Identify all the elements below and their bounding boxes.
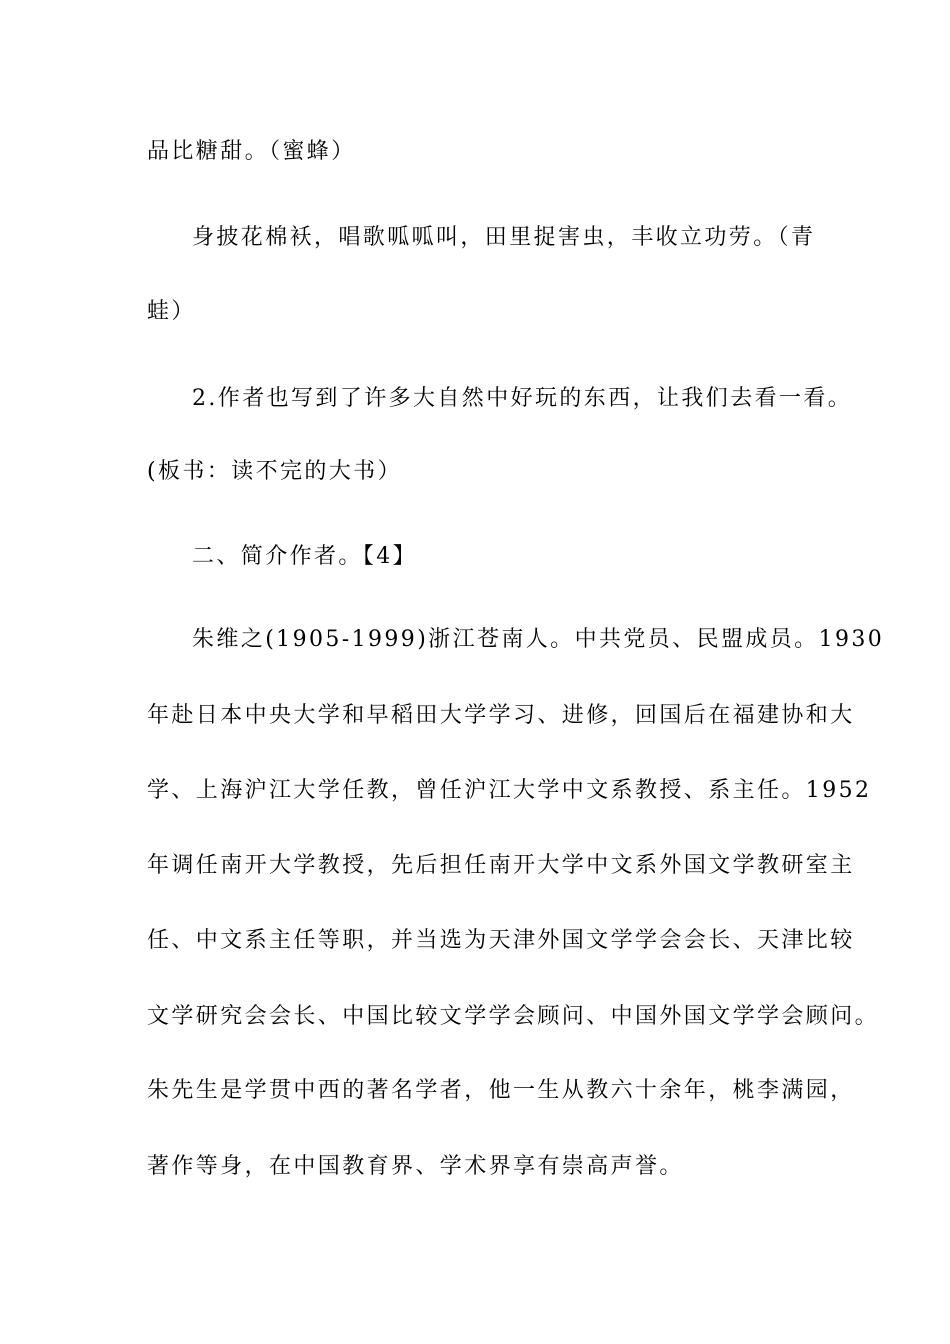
author-bio-line: 文学研究会会长、中国比较文学学会顾问、中国外国文学学会顾问。 xyxy=(147,1004,880,1029)
author-bio-line: 年赴日本中央大学和早稻田大学学习、进修，回国后在福建协和大 xyxy=(147,703,855,728)
board-note-line: (板书：读不完的大书） xyxy=(147,459,402,484)
text-line: 蛙） xyxy=(147,299,196,324)
section-heading: 二、简介作者。【4】 xyxy=(192,544,417,569)
author-bio-line: 年调任南开大学教授，先后担任南开大学中文系外国文学教研室主 xyxy=(147,853,855,878)
author-bio-line: 任、中文系主任等职，并当选为天津外国文学学会会长、天津比较 xyxy=(147,928,855,953)
text-line: 品比糖甜。（蜜蜂） xyxy=(147,139,356,164)
author-bio-line: 朱先生是学贯中西的著名学者，他一生从教六十余年，桃李满园， xyxy=(147,1078,855,1103)
question-line: 2.作者也写到了许多大自然中好玩的东西，让我们去看一看。 xyxy=(192,386,853,411)
author-bio-line: 朱维之(1905-1999)浙江苍南人。中共党员、民盟成员。1930 xyxy=(192,627,885,652)
author-bio-line: 著作等身，在中国教育界、学术界享有崇高声誉。 xyxy=(147,1154,684,1179)
author-bio-line: 学、上海沪江大学任教，曾任沪江大学中文系教授、系主任。1952 xyxy=(147,778,872,803)
riddle-line: 身披花棉袄，唱歌呱呱叫，田里捉害虫，丰收立功劳。（青 xyxy=(192,225,816,250)
